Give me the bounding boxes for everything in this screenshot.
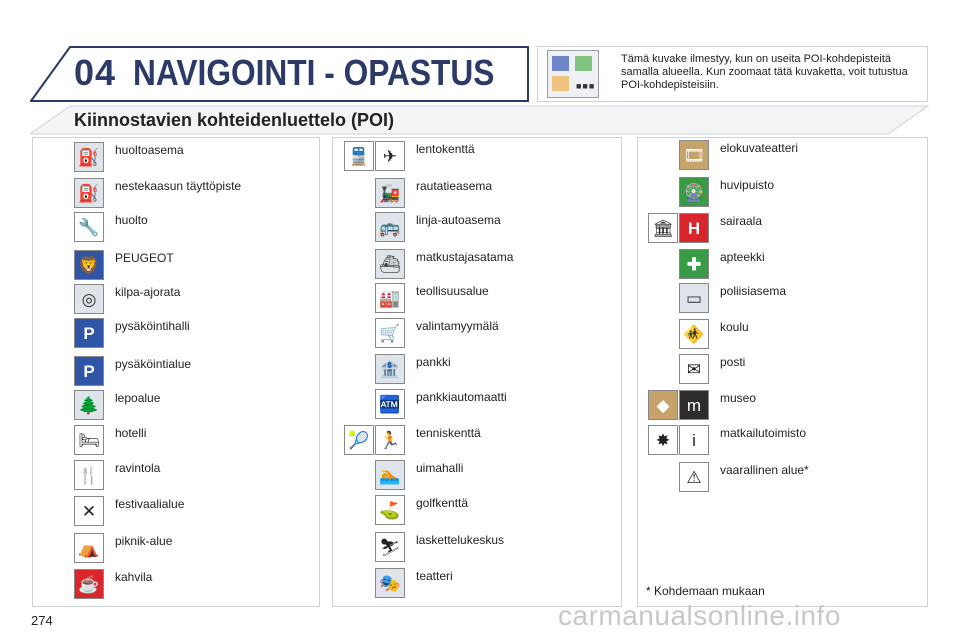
- poi-1-10-0-icon: ⛳: [375, 495, 405, 525]
- poi-2-9-0-icon: ⚠: [679, 462, 709, 492]
- poi-label: valintamyymälä: [416, 319, 499, 333]
- poi-1-7-0-icon: 🏧: [375, 389, 405, 419]
- poi-label: kahvila: [115, 570, 153, 584]
- poi-label: ravintola: [115, 461, 161, 475]
- poi-2-2-1-icon: H: [679, 213, 709, 243]
- poi-icons: [679, 319, 709, 349]
- poi-1-2-0-icon: 🚌: [375, 212, 405, 242]
- poi-label: golfkenttä: [416, 496, 469, 510]
- poi-1-4-0-icon: 🏭: [375, 283, 405, 313]
- poi-2-3-0-icon: ✚: [679, 249, 709, 279]
- poi-2-7-1-icon: m: [679, 390, 709, 420]
- poi-icons: [74, 212, 104, 242]
- poi-icons: [375, 283, 405, 313]
- poi-icons: [74, 284, 104, 314]
- poi-0-7-0-icon: 🌲: [74, 390, 104, 420]
- poi-icons: [74, 425, 104, 455]
- poi-label: uimahalli: [416, 461, 464, 475]
- poi-0-12-0-icon: ☕: [74, 569, 104, 599]
- poi-0-10-0-icon: ✕: [74, 496, 104, 526]
- footnote: * Kohdemaan mukaan: [646, 584, 765, 598]
- poi-label: PEUGEOT: [115, 251, 174, 265]
- section-title: Kiinnostavien kohteidenluettelo (POI): [74, 110, 395, 130]
- poi-label: elokuvateatteri: [720, 141, 799, 155]
- poi-label: huoltoasema: [115, 143, 184, 157]
- poi-icons: [74, 533, 104, 563]
- poi-label: piknik-alue: [115, 534, 173, 548]
- poi-1-8-0-icon: 🎾: [344, 425, 374, 455]
- poi-1-9-0-icon: 🏊: [375, 460, 405, 490]
- poi-icons: [74, 142, 104, 172]
- poi-2-8-1-icon: i: [679, 425, 709, 455]
- poi-label: rautatieasema: [416, 179, 493, 193]
- poi-label: huolto: [115, 213, 148, 227]
- poi-label: sairaala: [720, 214, 763, 228]
- poi-2-4-0-icon: ▭: [679, 283, 709, 313]
- poi-icons: [74, 390, 104, 420]
- poi-icons: [344, 425, 405, 455]
- poi-label: huvipuisto: [720, 178, 775, 192]
- poi-1-3-0-icon: ⛴: [375, 249, 405, 279]
- chapter-number: 04: [74, 52, 117, 93]
- poi-0-6-0-icon: P: [74, 356, 104, 386]
- poi-label: hotelli: [115, 426, 147, 440]
- poi-label: apteekki: [720, 250, 765, 264]
- poi-icons: [648, 213, 709, 243]
- page-number: 274: [31, 613, 53, 628]
- poi-label: lentokenttä: [416, 142, 475, 156]
- poi-0-2-0-icon: 🔧: [74, 212, 104, 242]
- poi-0-3-0-icon: 🦁: [74, 250, 104, 280]
- poi-icons: [679, 249, 709, 279]
- info-text: Tämä kuvake ilmestyy, kun on useita POI-kohdepisteitä samalla alueella. Kun zoomaat tätä kuvaketta, voit tutustua POI-kohdepisteisiin.: [621, 53, 908, 91]
- poi-icons: [375, 354, 405, 384]
- poi-icons: [74, 250, 104, 280]
- poi-label: pysäköintialue: [115, 357, 192, 371]
- poi-label: teatteri: [416, 569, 453, 583]
- poi-icons: [648, 390, 709, 420]
- poi-label: pankki: [416, 355, 451, 369]
- poi-1-0-1-icon: ✈: [375, 141, 405, 171]
- poi-2-6-0-icon: ✉: [679, 354, 709, 384]
- poi-label: museo: [720, 391, 757, 405]
- poi-icons: [679, 462, 709, 492]
- poi-2-1-0-icon: 🎡: [679, 177, 709, 207]
- poi-icons: [679, 140, 709, 170]
- poi-icons: [74, 318, 104, 348]
- poi-2-8-0-icon: ✸: [648, 425, 678, 455]
- watermark: carmanualsonline.info: [558, 600, 841, 631]
- poi-2-7-0-icon: ◆: [648, 390, 678, 420]
- poi-label: teollisuusalue: [416, 284, 489, 298]
- poi-label: pankkiautomaatti: [416, 390, 507, 404]
- poi-0-11-0-icon: ⛺: [74, 533, 104, 563]
- poi-1-6-0-icon: 🏦: [375, 354, 405, 384]
- poi-label: pysäköintihalli: [115, 319, 190, 333]
- poi-1-0-0-icon: 🚆: [344, 141, 374, 171]
- poi-1-5-0-icon: 🛒: [375, 318, 405, 348]
- poi-0-0-0-icon: ⛽: [74, 142, 104, 172]
- poi-icons: [74, 569, 104, 599]
- poi-label: posti: [720, 355, 746, 369]
- poi-0-8-0-icon: 🛏: [74, 425, 104, 455]
- poi-cluster-icon: ■■■: [547, 50, 599, 98]
- poi-label: matkailutoimisto: [720, 426, 807, 440]
- poi-1-11-0-icon: ⛷: [375, 532, 405, 562]
- poi-1-8-1-icon: 🏃: [375, 425, 405, 455]
- poi-icons: [679, 354, 709, 384]
- poi-icons: [375, 212, 405, 242]
- poi-1-1-0-icon: 🚂: [375, 178, 405, 208]
- poi-label: festivaalialue: [115, 497, 185, 511]
- poi-0-4-0-icon: ◎: [74, 284, 104, 314]
- poi-icons: [679, 283, 709, 313]
- poi-icons: [679, 177, 709, 207]
- poi-icons: [74, 178, 104, 208]
- poi-1-12-0-icon: 🎭: [375, 568, 405, 598]
- poi-icons: [344, 141, 405, 171]
- poi-label: linja-autoasema: [416, 213, 501, 227]
- poi-icons: [375, 178, 405, 208]
- poi-label: poliisiasema: [720, 284, 787, 298]
- poi-icons: [375, 389, 405, 419]
- poi-2-0-0-icon: 🎞: [679, 140, 709, 170]
- poi-icons: [375, 568, 405, 598]
- poi-0-5-0-icon: P: [74, 318, 104, 348]
- poi-label: nestekaasun täyttöpiste: [115, 179, 242, 193]
- poi-icons: [74, 356, 104, 386]
- poi-label: laskettelukeskus: [416, 533, 505, 547]
- poi-0-9-0-icon: 🍴: [74, 460, 104, 490]
- poi-2-5-0-icon: 🚸: [679, 319, 709, 349]
- poi-label: matkustajasatama: [416, 250, 514, 264]
- poi-icons: [74, 460, 104, 490]
- poi-icons: [375, 249, 405, 279]
- poi-0-1-0-icon: ⛽: [74, 178, 104, 208]
- poi-label: lepoalue: [115, 391, 161, 405]
- poi-label: koulu: [720, 320, 749, 334]
- poi-2-2-0-icon: 🏛: [648, 213, 678, 243]
- poi-label: vaarallinen alue*: [720, 463, 809, 477]
- poi-icons: [375, 495, 405, 525]
- poi-icons: [375, 318, 405, 348]
- chapter-title: NAVIGOINTI - OPASTUS: [133, 52, 495, 93]
- poi-icons: [375, 532, 405, 562]
- poi-label: kilpa-ajorata: [115, 285, 181, 299]
- poi-icons: [74, 496, 104, 526]
- poi-label: tenniskenttä: [416, 426, 481, 440]
- poi-icons: [375, 460, 405, 490]
- poi-icons: [648, 425, 709, 455]
